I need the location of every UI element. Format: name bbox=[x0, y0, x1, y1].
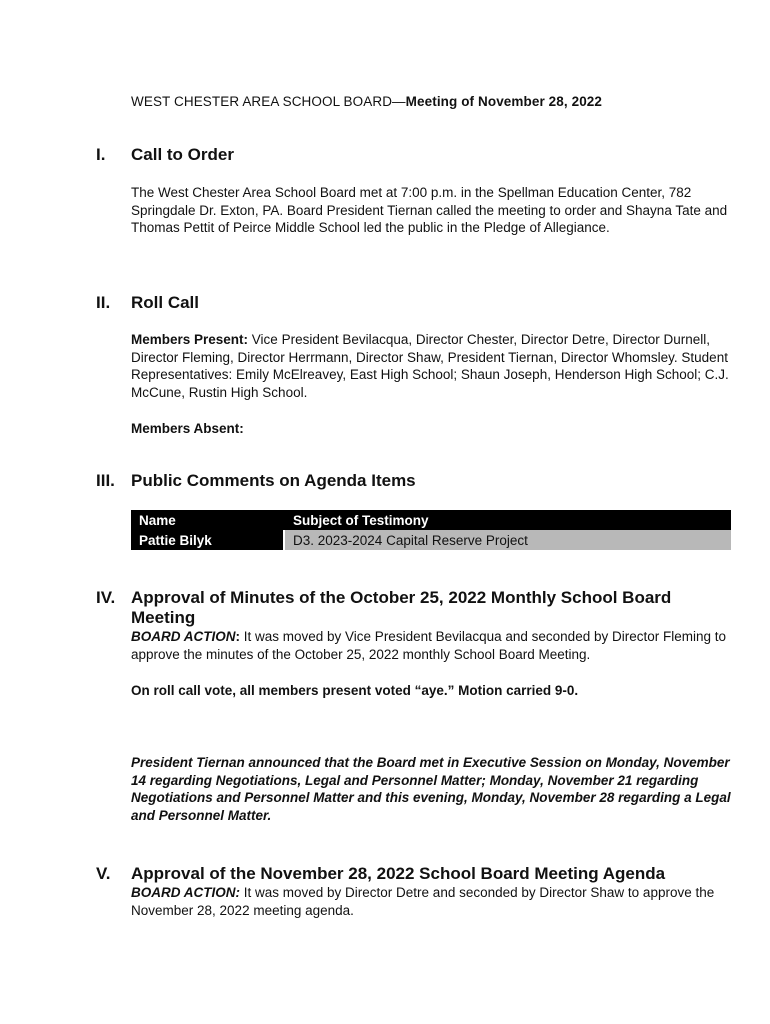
roll-call-vote: On roll call vote, all members present voted “aye.” Motion carried 9-0. bbox=[131, 683, 579, 698]
members-present-label: Members Present: bbox=[131, 332, 249, 347]
cell-name: Pattie Bilyk bbox=[131, 530, 284, 550]
agenda-board-action bbox=[131, 884, 736, 919]
members-present-text: Vice President Bevilacqua, Director Chester, Director Detre, Director Durnell, Director Fleming, Director Herrmann, Director Shaw, President Tiernan, Director Whomsley. Student Representatives: Emily McElreavey, East High School; Shaun Joseph, Henderson High School; C.J. McCune, Rustin High School. bbox=[131, 332, 729, 400]
table-header-row bbox=[131, 510, 731, 530]
section-title-roll-call: Roll Call bbox=[131, 293, 200, 312]
column-header-subject: Subject of Testimony bbox=[284, 510, 731, 530]
members-absent-label: Members Absent: bbox=[131, 421, 244, 436]
header-org: WEST CHESTER AREA SCHOOL BOARD— bbox=[131, 94, 406, 109]
board-action-text: It was moved by Director Detre and seconded by Director Shaw to approve the November 28, 2022 meeting agenda. bbox=[131, 885, 715, 918]
section-number: V. bbox=[96, 864, 111, 883]
board-action-label: BOARD ACTION bbox=[131, 629, 236, 644]
section-title-approval-agenda: Approval of the November 28, 2022 School Board Meeting Agenda bbox=[131, 864, 666, 883]
board-action-text: It was moved by Vice President Bevilacqua and seconded by Director Fleming to approve the minutes of the October 25, 2022 monthly School Board Meeting. bbox=[131, 629, 726, 662]
section-title-line: Approval of Minutes of the October 25, 2022 Monthly School Board bbox=[131, 588, 672, 607]
call-to-order-text: The West Chester Area School Board met at 7:00 p.m. in the Spellman Education Center, 782 Springdale Dr. Exton, PA. Board President Tiernan called the meeting to order and Shayna Tate and Thomas Pettit of Peirce Middle School led the public in the Pledge of Allegiance. bbox=[131, 185, 728, 235]
section-number: IV. bbox=[96, 588, 116, 607]
section-title-call-to-order: Call to Order bbox=[131, 145, 234, 164]
section-number: III. bbox=[96, 471, 115, 490]
members-absent-paragraph bbox=[131, 420, 736, 438]
header-meeting: Meeting of November 28, 2022 bbox=[405, 94, 603, 109]
minutes-board-action bbox=[131, 628, 736, 663]
members-present-paragraph bbox=[131, 331, 736, 401]
section-title-approval-minutes bbox=[131, 588, 671, 628]
cell-subject: D3. 2023-2024 Capital Reserve Project bbox=[284, 530, 731, 550]
board-action-label: BOARD ACTION: bbox=[131, 885, 240, 900]
testimony-table bbox=[131, 510, 731, 550]
table-row bbox=[131, 530, 731, 550]
section-title-line: Meeting bbox=[131, 608, 196, 627]
column-header-name: Name bbox=[131, 510, 284, 530]
board-action-colon: : bbox=[235, 629, 240, 644]
executive-session-announcement: President Tiernan announced that the Board met in Executive Session on Monday, November 14 regarding Negotiations, Legal and Personnel Matter; Monday, November 21 regarding Negotiations and Personnel Matter and this evening, Monday, November 28 regarding a Legal and Personnel Matter. bbox=[131, 755, 731, 823]
document-header bbox=[131, 94, 602, 109]
section-number: II. bbox=[96, 293, 111, 312]
section-title-public-comments: Public Comments on Agenda Items bbox=[131, 471, 416, 490]
section-number: I. bbox=[96, 145, 106, 164]
